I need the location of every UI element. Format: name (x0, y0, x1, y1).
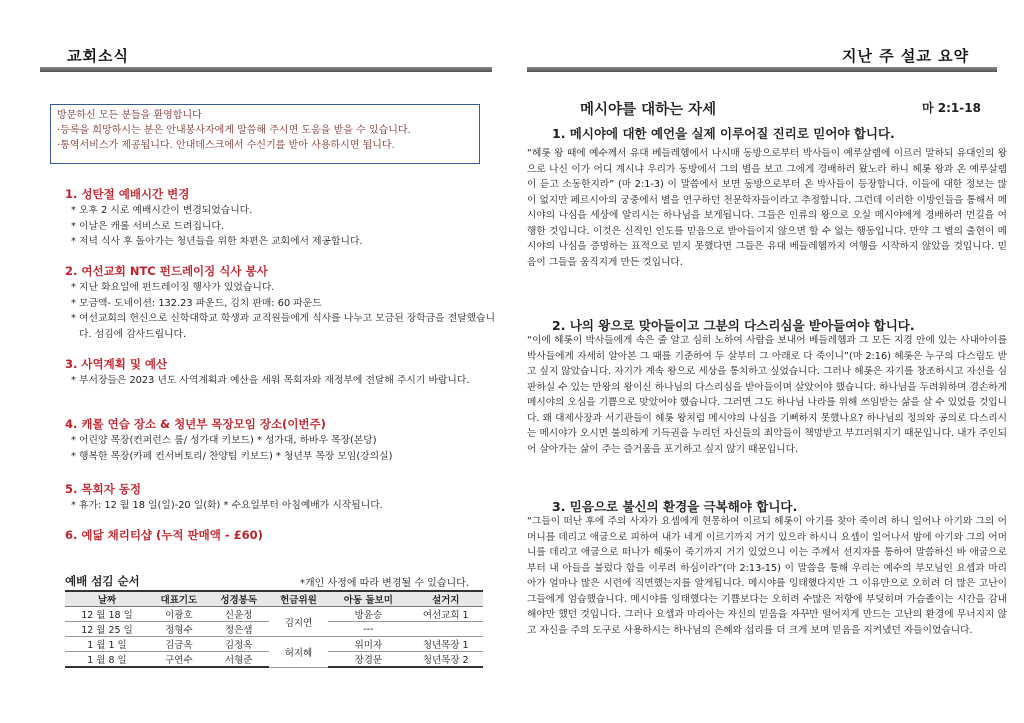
table-cell: 구연수 (149, 652, 209, 668)
table-cell: 허지혜 (269, 637, 329, 668)
notice-item: * 행복한 목장(카페 컨서버토리/ 찬양팀 키보드) * 청년부 목장 모임(강의실) (71, 450, 393, 462)
section-heading-2: 2. 나의 왕으로 맞아들이고 그분의 다스리심을 받아들여야 합니다. (552, 318, 915, 333)
table-cell: 1 월 8 일 (65, 652, 149, 668)
table-row (65, 607, 483, 622)
notice-item: * 오후 2 시로 예배시간이 변경되었습니다. (71, 205, 253, 216)
sermon-reference: 마 2:1-18 (922, 101, 981, 115)
table-cell: --- (328, 622, 408, 637)
table-cell: 12 월 25 일 (65, 622, 149, 637)
notice-item: * 저녁 식사 후 돌아가는 청년들을 위한 차편은 교회에서 제공합니다. (71, 236, 363, 247)
table-cell: 청년목장 2 (408, 652, 483, 668)
welcome-line: 방문하신 모든 분들을 환영합니다 (57, 110, 202, 121)
table-cell: 신윤정 (209, 607, 269, 622)
notice-title: 2. 여선교회 NTC 펀드레이징 식사 봉사 (65, 264, 268, 278)
table-cell: 1 월 1 일 (65, 637, 149, 652)
col-reading: 성경봉독 (209, 591, 269, 607)
notice-title: 4. 캐롤 연습 장소 & 청년부 목장모임 장소(이번주) (65, 417, 326, 431)
left-header-title: 교회소식 (67, 47, 129, 65)
notice-4 (65, 416, 505, 464)
notice-item: * 어린양 목장(컨퍼런스 룸/ 성가대 키보드) * 성가대, 하바우 목장(본당) (71, 435, 377, 446)
table-cell: 12 월 18 일 (65, 607, 149, 622)
section-body-3: “그들이 떠난 후에 주의 사자가 요셉에게 현몽하여 이르되 헤롯이 아기를 찾아 죽이려 하니 일어나 아기와 그의 어머니를 데리고 애굽으로 피하여 내가 네게 이르기까지 거기 있으라 하시니 요셉이 일어나서 밤에 아기와 그의 어머니를 데리고 애굽으로 떠나가 헤롯이 죽기까지 거기 있었으니 이는 주께서 선지자를 통하여 말씀하신 바 애굽으로부터 내 아들을 불렀다 함을 이루려 하심이라”(마 2:13-15) 이 말씀을 통해 우리는 예수의 부모님인 요셉과 마리아가 얼마나 많은 시련에 직면했는지를 알게됩니다. 메시야를 잉태했다지만 그 이유만으로 오히려 더 많은 고난이 그들에게 엄습했습니다. 메시야를 잉태했다는 기쁨보다는 오히려 수많은 저항에 부딪히며 가슴졸이는 시간을 감내해야만 했던 것입니다. 그러나 요셉과 마리아는 자신의 믿음을 자꾸만 떨어지게 만드는 고난의 환경에 무너지지 않고 자신을 주의 도구로 사용하시는 하나님의 은혜와 섭리를 더 크게 보며 믿음을 지켜냈던 자들이었습니다. (527, 516, 1007, 636)
welcome-box (50, 104, 480, 164)
col-childcare: 아동 돌보미 (328, 591, 408, 607)
table-cell: 장경문 (328, 652, 408, 668)
notice-6 (65, 527, 505, 544)
col-date: 날짜 (65, 591, 149, 607)
schedule-table (65, 590, 483, 668)
table-cell: 청년목장 1 (408, 637, 483, 652)
right-page (512, 0, 1024, 723)
notice-item: * 모금액- 도네이션: 132.23 파운드, 김치 판매: 60 파운드 (71, 297, 322, 309)
welcome-line: ·통역서비스가 제공됩니다. 안내데스크에서 수신기를 받아 사용하시면 됩니다. (57, 140, 395, 151)
notice-item: * 지난 화요일에 펀드레이징 행사가 있었습니다. (71, 282, 275, 293)
schedule-note: *개인 사정에 따라 변경될 수 있습니다. (300, 578, 469, 589)
col-offering: 헌금위원 (269, 591, 329, 607)
col-dishes: 설거지 (408, 591, 483, 607)
table-cell (408, 622, 483, 637)
section-heading-1: 1. 메시야에 대한 예언을 실제 이루어질 진리로 믿어야 합니다. (552, 126, 895, 141)
notice-item: * 이날은 캐롤 서비스로 드려집니다. (71, 220, 224, 232)
table-row (65, 637, 483, 652)
table-cell: 서형준 (209, 652, 269, 668)
table-cell: 정은샘 (209, 622, 269, 637)
table-cell: 여선교회 1 (408, 607, 483, 622)
table-cell: 이광호 (149, 607, 209, 622)
section-body-2: “이에 헤롯이 박사들에게 속은 줄 알고 심히 노하여 사람을 보내어 베들레헴과 그 모든 지경 안에 있는 사내아이를 박사들에게 자세히 알아본 그 때를 기준하여 두 살부터 그 아래로 다 죽이니”(마 2:16) 헤롯은 누구의 다스림도 받고 싶지 않았습니다. 자기가 계속 왕으로 세상을 통치하고 싶었습니다. 그러나 헤롯은 자기를 창조하시고 자신을 심판하실 수 있는 만왕의 왕이신 하나님의 다스리심을 받아들이며 살았어야 했습니다. 하나님을 두려워하며 겸손하게 메시야의 오심을 기쁨으로 맞았어야 했습니다. 그러면 그도 하나님 나라를 위해 쓰임받는 삶을 살 수 있었을 것입니다. 왜 대제사장과 서기관들이 헤롯 왕처럼 메시야의 나심을 기뻐하지 못했나요? 하나님의 정의와 공의로 다스리시는 메시야가 오시면 불의하게 기득권을 누리던 자신들의 죄악들이 책망받고 부끄러워지기 때문입니다. 내가 주인되어 살아가는 삶이 주는 즐거움을 포기하고 싶지 않기 때문입니다. (527, 335, 1007, 455)
table-header-row (65, 591, 483, 607)
welcome-line: ·등록을 희망하시는 분은 안내봉사자에게 말씀해 주시면 도움을 받을 수 있습니다. (57, 125, 411, 136)
right-header-bar (527, 67, 997, 72)
notice-1 (65, 186, 505, 250)
section-heading-3: 3. 믿음으로 불신의 환경을 극복해야 합니다. (552, 499, 798, 514)
notice-title: 5. 목회자 동정 (65, 482, 141, 496)
schedule-title: 예배 섬김 순서 (65, 574, 140, 588)
notice-item: * 부서장들은 2023 년도 사역계획과 예산을 세워 목회자와 재정부에 전달해 주시기 바랍니다. (71, 375, 470, 386)
sermon-title: 메시야를 대하는 자세 (580, 102, 717, 118)
right-header-title: 지난 주 설교 요약 (842, 47, 970, 65)
notice-5 (65, 481, 505, 514)
table-cell: 위미자 (328, 637, 408, 652)
notice-item: * 여선교회의 헌신으로 신학대학교 학생과 교직원들에게 식사를 나누고 모금된 장학금을 전달했습니다. 섬김에 감사드립니다. (71, 313, 496, 340)
notice-title: 3. 사역계획 및 예산 (65, 357, 168, 371)
table-cell: 정형수 (149, 622, 209, 637)
left-header-bar (40, 67, 492, 72)
notice-3 (65, 356, 505, 389)
col-prayer: 대표기도 (149, 591, 209, 607)
table-cell: 김지연 (269, 607, 329, 637)
table-cell: 김정옥 (209, 637, 269, 652)
notice-title: 6. 예닮 채리티샵 (누적 판매액 - £60) (65, 528, 263, 542)
table-cell: 김금옥 (149, 637, 209, 652)
section-body-1: “헤롯 왕 때에 예수께서 유대 베들레헴에서 나시매 동방으로부터 박사들이 예루살렘에 이르러 말하되 유대인의 왕으로 나신 이가 어디 계시냐 우리가 동방에서 그의 별을 보고 그에게 경배하러 왔노라 하니 헤롯 왕과 온 예루살렘이 듣고 소동한지라” (마 2:1-3) 이 말씀에서 보면 동방으로부터 온 박사들이 등장합니다. 이들에 대한 정보는 많이 없지만 페르시아의 궁중에서 별을 연구하던 천문학자들이라고 추정합니다. 그런데 이러한 이방인들을 통해서 메시야의 나심을 세상에 알리시는 하나님을 보게됩니다. 그들은 인류의 왕으로 오실 메시야에게 경배하러 먼길을 여행한 것입니다. 이것은 신적인 인도를 믿음으로 받아들이지 않으면 할 수 없는 행동입니다. 만약 그 별의 출현이 메시야의 나심을 증명하는 표적으로 믿지 못했다면 그들은 유대 베들레헴까지 여행을 시작하지 않았을 것입니다. 믿음이 그들을 움직지게 만든 것입니다. (527, 148, 1007, 268)
table-cell: 방윤승 (328, 607, 408, 622)
notice-2 (65, 263, 505, 342)
notice-title: 1. 성탄절 예배시간 변경 (65, 187, 190, 201)
notice-item: * 휴가: 12 월 18 일(일)-20 일(화) * 수요일부터 아침예배가 시작됩니다. (71, 500, 383, 511)
